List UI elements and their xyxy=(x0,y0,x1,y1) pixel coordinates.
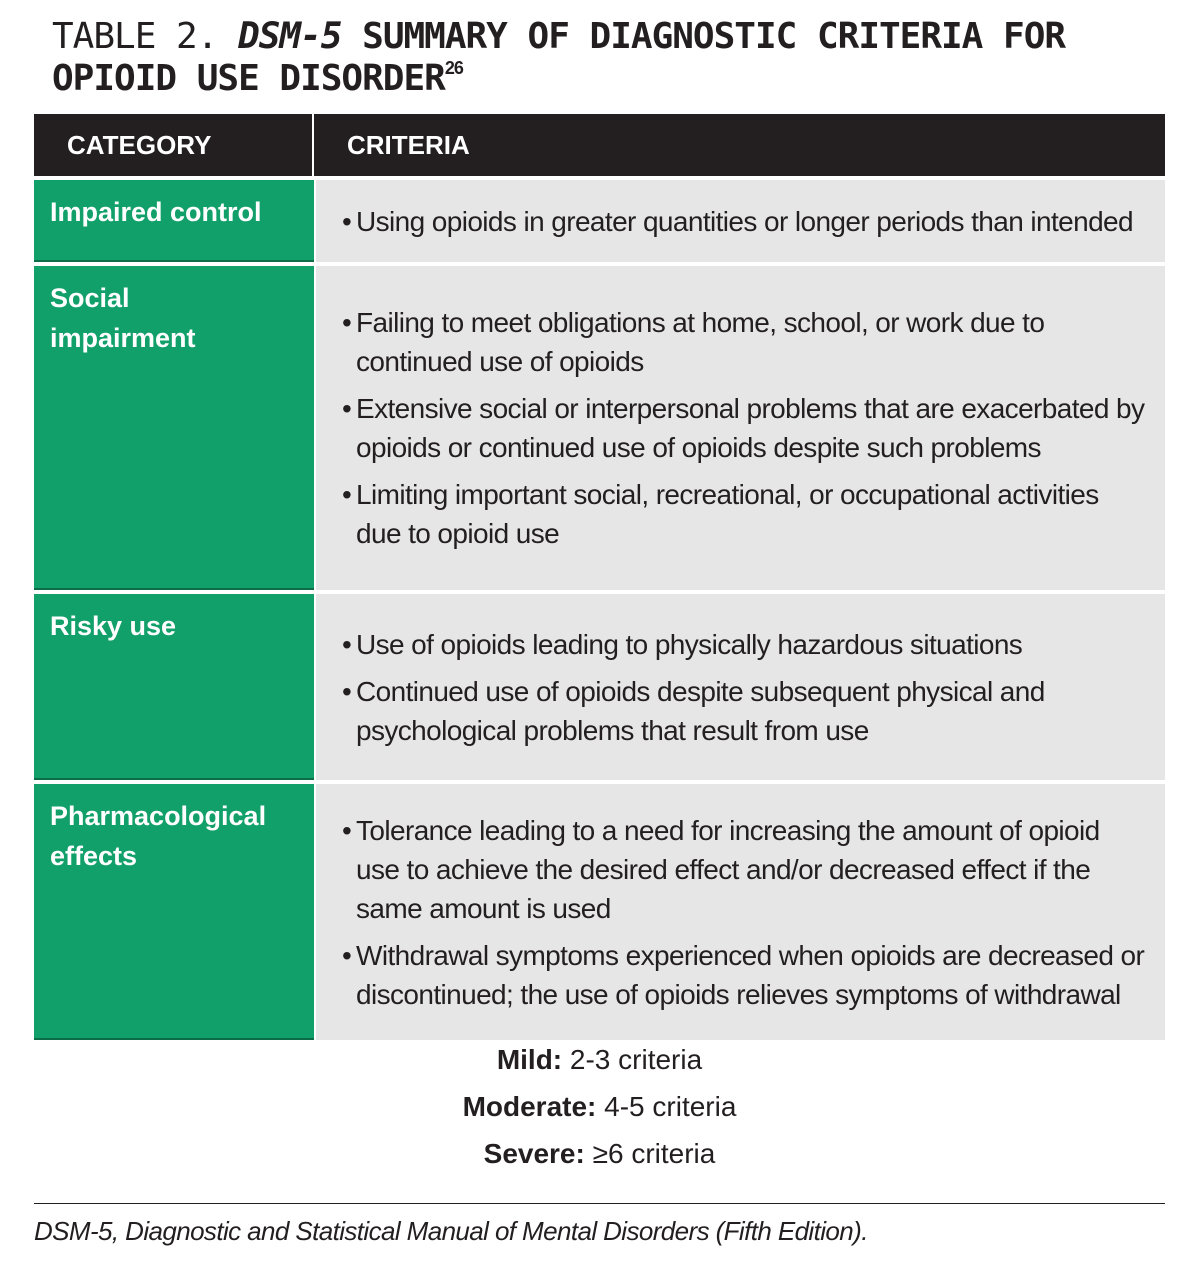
table-title xyxy=(52,16,1162,100)
criteria-table xyxy=(34,114,1165,1040)
severity-label: Severe: xyxy=(483,1138,585,1169)
category-cell: Pharmacological effects xyxy=(34,784,314,1040)
criteria-cell xyxy=(316,594,1165,780)
header-category: CATEGORY xyxy=(34,114,314,176)
table-row xyxy=(34,176,1165,262)
criteria-text: Extensive social or interpersonal problems that are exacerbated by opioids or continued use of opioids despite such problems xyxy=(356,393,1145,463)
bullet: • xyxy=(342,939,352,971)
criteria-text: Using opioids in greater quantities or longer periods than intended xyxy=(356,205,1133,237)
criteria-text: Limiting important social, recreational, or occupational activities due to opioid use xyxy=(356,479,1099,549)
title-reference: 26 xyxy=(444,58,463,78)
table-row xyxy=(34,780,1165,1040)
bullet: • xyxy=(342,307,352,338)
criteria-item xyxy=(338,475,1145,553)
severity-label: Mild: xyxy=(496,1044,563,1075)
severity-moderate xyxy=(34,1083,1165,1130)
criteria-text: Tolerance leading to a need for increasing the amount of opioid use to achieve the desired effect and/or decreased effect if the same amount is used xyxy=(356,814,1100,924)
bullet: • xyxy=(342,628,352,660)
severity-mild xyxy=(34,1036,1165,1083)
category-cell: Impaired control xyxy=(34,180,314,262)
criteria-item xyxy=(338,303,1145,381)
severity-value: 2-3 criteria xyxy=(569,1044,703,1075)
severity-severe xyxy=(34,1130,1165,1177)
severity-label: Moderate: xyxy=(462,1091,597,1122)
criteria-text: Use of opioids leading to physically hazardous situations xyxy=(356,628,1023,660)
table-header xyxy=(34,114,1165,176)
bullet: • xyxy=(342,814,352,846)
bullet: • xyxy=(342,479,352,510)
criteria-item xyxy=(338,389,1145,467)
header-criteria: CRITERIA xyxy=(347,129,470,160)
category-cell: Risky use xyxy=(34,594,314,780)
criteria-text: Withdrawal symptoms experienced when opioids are decreased or discontinued; the use of opioids relieves symptoms of withdrawal xyxy=(356,939,1145,1010)
criteria-item xyxy=(338,672,1145,750)
severity-value: ≥6 criteria xyxy=(592,1138,716,1169)
category-cell: Social impairment xyxy=(34,266,314,590)
severity-scale xyxy=(34,1036,1165,1177)
title-dsm: DSM-5 xyxy=(238,16,342,57)
bullet: • xyxy=(342,205,352,237)
table-row xyxy=(34,590,1165,780)
criteria-text: Continued use of opioids despite subsequent physical and psychological problems that result from use xyxy=(356,675,1045,746)
bullet: • xyxy=(342,393,352,424)
footnote: DSM-5, Diagnostic and Statistical Manual of Mental Disorders (Fifth Edition). xyxy=(34,1216,868,1246)
criteria-item xyxy=(338,811,1145,928)
title-text: SUMMARY OF DIAGNOSTIC CRITERIA FOR OPIOID USE DISORDER xyxy=(52,16,1066,99)
severity-value: 4-5 criteria xyxy=(604,1091,737,1122)
criteria-cell xyxy=(316,266,1165,590)
criteria-cell xyxy=(316,180,1165,262)
table-row xyxy=(34,262,1165,590)
criteria-cell xyxy=(316,784,1165,1040)
criteria-text: Failing to meet obligations at home, school, or work due to continued use of opioids xyxy=(356,307,1045,377)
table-number: TABLE 2. xyxy=(52,16,218,57)
footnote-divider xyxy=(34,1203,1165,1204)
criteria-item xyxy=(338,936,1145,1014)
criteria-item xyxy=(338,625,1145,664)
bullet: • xyxy=(342,675,352,707)
criteria-item xyxy=(338,202,1145,241)
